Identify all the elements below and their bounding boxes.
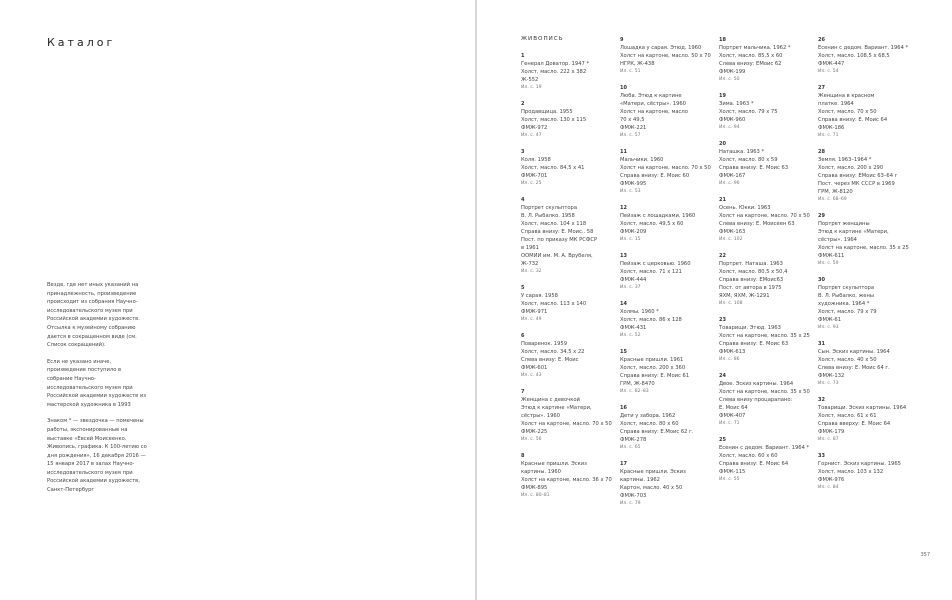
catalog-column-2 (620, 36, 712, 516)
entry-line: Портрет. Наташа. 1963 (719, 261, 783, 267)
entry-number: 18 (719, 37, 726, 43)
entry-line: ФМЖ-703 (620, 493, 647, 499)
entry-illustration-ref: Ил. с. 84 (818, 485, 839, 490)
entry-illustration-ref: Ил. с. 102 (719, 237, 743, 242)
entry-line: ФМЖ-995 (620, 181, 647, 187)
entry-number: 3 (521, 149, 525, 155)
entry-number: 12 (620, 205, 627, 211)
entry-line: Справа внизу: Е. Моис 60 (620, 173, 690, 179)
entry-illustration-ref: Ил. с. 47 (521, 133, 542, 138)
entry-line: Холст на картоне, масло. 36 х 70 (521, 477, 612, 483)
entry-line: Женщина с девочкой (521, 397, 580, 403)
entry-line: Портрет скульптора (818, 285, 875, 291)
entry-number: 25 (719, 437, 726, 443)
entry-number: 33 (818, 453, 825, 459)
entry-line: ФМЖ-209 (620, 229, 647, 235)
entry-line: Холст, масло. 40 х 50 (818, 357, 877, 363)
entry-line: Справа внизу: Е. Моис 64 (818, 117, 888, 123)
catalog-title: Каталог (47, 36, 116, 49)
page-number: 357 (920, 552, 930, 558)
entry-line: ФМЖ-61 (818, 317, 842, 323)
entry-number: 29 (818, 213, 825, 219)
entry-line: Холст на картоне, масло. 35 х 25 (719, 333, 810, 339)
entry-line: ФМЖ-167 (719, 173, 746, 179)
entry-line: Коля. 1958 (521, 157, 551, 163)
entry-line: Портрет мальчика. 1962 * (719, 45, 791, 51)
entry-illustration-ref: Ил. с. 82–83 (620, 389, 649, 394)
entry-illustration-ref: Ил. с. 19 (521, 85, 542, 90)
entry-number: 19 (719, 93, 726, 99)
catalog-entry (620, 300, 712, 340)
entry-line: Слева внизу процарапано: (719, 397, 793, 403)
entry-illustration-ref: Ил. с. 93 (818, 325, 839, 330)
entry-line: Товарищи. Этюд. 1963 (719, 325, 781, 331)
entry-line: сёстры». 1964 (818, 237, 857, 243)
entry-line: ГРМ, Ж-8470 (620, 381, 655, 387)
entry-illustration-ref: Ил. с. 80–81 (521, 493, 550, 498)
section-heading: ЖИВОПИСЬ (521, 36, 564, 42)
entry-number: 23 (719, 317, 726, 323)
catalog-entry (818, 212, 910, 268)
catalog-column-4 (818, 36, 910, 500)
entry-line: Холст, масло. 60 х 60 (719, 453, 778, 459)
entry-line: Холст, масло. 49,5 х 60 (620, 221, 684, 227)
entry-line: Горнист. Эскиз картины. 1965 (818, 461, 901, 467)
entry-line: Холст, масло. 108,5 х 68,5 (818, 53, 890, 59)
catalog-entry (521, 388, 613, 444)
catalog-entry (620, 460, 712, 508)
entry-illustration-ref: Ил. с. 79 (620, 501, 641, 506)
entry-illustration-ref: Ил. с. 56 (521, 437, 542, 442)
entry-illustration-ref: Ил. с. 25 (521, 181, 542, 186)
entry-line: Слева внизу: Е. Моис 64 г. (818, 365, 890, 371)
catalog-entry (719, 252, 811, 308)
entry-line: Красные пришли. 1961 (620, 357, 684, 363)
entry-number: 1 (521, 53, 525, 59)
entry-number: 2 (521, 101, 525, 107)
entry-line: Холст на картоне, масло (620, 109, 688, 115)
entry-line: ФМЖ-447 (818, 61, 845, 67)
entry-line: Красные пришли. Эскиз (620, 469, 686, 475)
entry-line: Холст, масло. 200 х 360 (620, 365, 686, 371)
entry-line: Справа внизу: Е. Моис.. 58 (521, 229, 594, 235)
entry-line: Холст, масло. 85,5 х 60 (719, 53, 783, 59)
note-paragraph: Везде, где нет иных указаний на принадлежность, произведение происходит из собрания Научно-исследовательского музея при Российской академии художеств. Отсылка к музейному собранию дается в сокращенном виде (см. Список сокращений). (47, 282, 140, 349)
entry-line: НГРК, Ж-438 (620, 61, 655, 67)
entry-line: ФМЖ-611 (818, 253, 845, 259)
entry-number: 6 (521, 333, 525, 339)
entry-line: ФМЖ-186 (818, 125, 845, 131)
entry-line: Слева внизу: Е. Моисеен 63 (719, 221, 795, 227)
entry-line: Справа вверху: Е. Моис 64 (818, 421, 891, 427)
entry-line: ФМЖ-132 (818, 373, 845, 379)
entry-line: Ж-552 (521, 77, 539, 83)
catalog-entry (818, 340, 910, 388)
entry-illustration-ref: Ил. с. 71 (818, 133, 839, 138)
entry-line: Справа внизу: Е. Моис 63 (719, 165, 789, 171)
entry-line: ФМЖ-972 (521, 125, 548, 131)
entry-line: Е. Моис 64 (719, 405, 748, 411)
entry-number: 21 (719, 197, 726, 203)
entry-line: ФМЖ-444 (620, 277, 647, 283)
entry-illustration-ref: Ил. с. 49 (521, 317, 542, 322)
catalog-entry (521, 452, 613, 500)
entry-line: Пост. через МК СССР в 1969 (818, 181, 895, 187)
entry-line: Холст, масло. 222 х 382 (521, 69, 587, 75)
entry-number: 7 (521, 389, 525, 395)
entry-number: 13 (620, 253, 627, 259)
entry-illustration-ref: Ил. с. 54 (818, 69, 839, 74)
entry-number: 17 (620, 461, 627, 467)
entry-line: в 1961 (521, 245, 539, 251)
entry-illustration-ref: Ил. с. 65 (620, 445, 641, 450)
catalog-entry (620, 36, 712, 76)
catalog-column-3 (719, 36, 811, 492)
entry-line: платке. 1964 (818, 101, 854, 107)
entry-line: В. Л. Рыбалко, жены (818, 293, 874, 299)
entry-illustration-ref: Ил. с. 68–69 (818, 197, 847, 202)
entry-line: Товарищи. Эскиз картины. 1964 (818, 405, 907, 411)
entry-line: Слева внизу: ЕМоис 62 (719, 61, 782, 67)
entry-line: Есенин с дедом. Вариант. 1964 * (818, 45, 909, 51)
entry-number: 16 (620, 405, 627, 411)
catalog-notes (47, 281, 147, 503)
entry-line: Холст, масло. 79 х 79 (818, 309, 877, 315)
entry-illustration-ref: Ил. с. 37 (620, 285, 641, 290)
entry-number: 15 (620, 349, 627, 355)
catalog-entry (620, 148, 712, 196)
entry-line: Поваренок. 1959 (521, 341, 567, 347)
entry-line: картины. 1960 (521, 469, 561, 475)
entry-line: Справа внизу: Е. Моис 61 (620, 373, 690, 379)
entry-line: ФМЖ-179 (818, 429, 845, 435)
entry-line: ФМЖ-115 (719, 469, 746, 475)
entry-line: Холст, масло. 103 х 132 (818, 469, 884, 475)
entry-illustration-ref: Ил. с. 71 (719, 421, 740, 426)
entry-illustration-ref: Ил. с. 51 (620, 69, 641, 74)
entry-line: Холст, масло. 130 х 115 (521, 117, 587, 123)
entry-line: Мальчики. 1960 (620, 157, 664, 163)
entry-line: Холст на картоне, масло. 70 х 50 (719, 213, 810, 219)
entry-number: 31 (818, 341, 825, 347)
catalog-entry (521, 52, 613, 92)
entry-line: Лошадка у сарая. Этюд. 1960 (620, 45, 702, 51)
entry-line: Холст, масло. 80 х 59 (719, 157, 778, 163)
entry-line: ФМЖ-163 (719, 229, 746, 235)
entry-line: Холст, масло. 80,5 х 50,4 (719, 269, 788, 275)
entry-line: Холст на картоне, масло. 50 х 70 (620, 53, 711, 59)
entry-line: ФМЖ-199 (719, 69, 746, 75)
catalog-entry (620, 204, 712, 244)
entry-line: Справа внизу: ЕМоис63 (719, 277, 784, 283)
entry-illustration-ref: Ил. с. 52 (620, 333, 641, 338)
entry-line: ФМЖ-221 (620, 125, 647, 131)
entry-number: 26 (818, 37, 825, 43)
entry-number: 24 (719, 373, 726, 379)
entry-line: Пост. по приказу МК РСФСР (521, 237, 598, 243)
entry-line: Этюд к картине «Матери, (818, 229, 889, 235)
entry-line: ФМЖ-895 (521, 485, 548, 491)
entry-line: ФМЖ-976 (818, 477, 845, 483)
entry-line: сёстры». 1960 (521, 413, 560, 419)
entry-line: Холст на картоне, масло. 70 х 50 (620, 165, 711, 171)
catalog-entry (818, 148, 910, 204)
entry-line: Дети у забора. 1962 (620, 413, 676, 419)
catalog-entry (521, 332, 613, 380)
entry-line: Осень. Юкки. 1963 (719, 205, 771, 211)
entry-line: Портрет женщины (818, 221, 870, 227)
entry-line: Холст на картоне, масло. 35 х 25 (818, 245, 909, 251)
entry-line: Холст на картоне, масло. 35 х 50 (719, 389, 810, 395)
entry-illustration-ref: Ил. с. 108 (719, 301, 743, 306)
entry-number: 9 (620, 37, 624, 43)
entry-number: 10 (620, 85, 627, 91)
entry-line: картины. 1962 (620, 477, 660, 483)
entry-line: Холст, масло. 71 х 121 (620, 269, 682, 275)
entry-number: 14 (620, 301, 627, 307)
entry-illustration-ref: Ил. с. 86 (719, 357, 740, 362)
entry-line: ФМЖ-613 (719, 349, 746, 355)
entry-line: Холст на картоне, масло. 70 х 50 (521, 421, 612, 427)
entry-line: Холст, масло. 34,5 х 22 (521, 349, 585, 355)
entry-number: 4 (521, 197, 525, 203)
left-page (0, 0, 475, 600)
entry-line: Портрет скульптора (521, 205, 578, 211)
catalog-entry (818, 396, 910, 444)
entry-line: Справа внизу: ЕМоис 63–64 г (818, 173, 898, 179)
entry-line: ФМЖ-225 (521, 429, 548, 435)
entry-number: 32 (818, 397, 825, 403)
entry-line: Холст, масло. 113 х 140 (521, 301, 587, 307)
note-paragraph: Знаком * — звездочка — помечены работы, экспонированные на выставке «Евсей Моисеенко. Живопись, графика. К 100-летию со дня рождения», 16 декабря 2016 — 15 января 2017 в залах Научно-исследовательского музея при Российской академии художеств, Санкт-Петербург (47, 418, 147, 494)
entry-line: Наташка. 1963 * (719, 149, 765, 155)
entry-line: Земля. 1963–1964 * (818, 157, 872, 163)
entry-line: ФМЖ-960 (719, 117, 746, 123)
catalog-entry (521, 284, 613, 324)
catalog-entry (521, 196, 613, 276)
entry-line: Холст, масло. 86 х 128 (620, 317, 682, 323)
entry-line: Холст, масло. 70 х 50 (818, 109, 877, 115)
entry-line: Холст, масло. 80 х 60 (620, 421, 679, 427)
catalog-entry (620, 252, 712, 292)
catalog-column-1 (521, 52, 613, 508)
entry-number: 8 (521, 453, 525, 459)
catalog-entry (818, 84, 910, 140)
entry-line: ФМЖ-278 (620, 437, 647, 443)
entry-line: Слева внизу: Е. Моис (521, 357, 579, 363)
catalog-entry (620, 84, 712, 140)
entry-illustration-ref: Ил. с. 57 (620, 133, 641, 138)
entry-line: ФМЖ-601 (521, 365, 548, 371)
entry-line: художника. 1964 * (818, 301, 870, 307)
entry-line: Холст, масло. 84,5 х 41 (521, 165, 585, 171)
entry-line: ФМЖ-431 (620, 325, 647, 331)
entry-illustration-ref: Ил. с. 87 (818, 437, 839, 442)
catalog-entry (719, 36, 811, 84)
entry-line: Красные пришли. Эскиз (521, 461, 587, 467)
entry-number: 11 (620, 149, 627, 155)
entry-line: Картон, масло. 40 х 50 (620, 485, 683, 491)
catalog-entry (719, 92, 811, 132)
entry-line: ООМИИ им. М. А. Врубеля, (521, 253, 593, 259)
catalog-entry (719, 316, 811, 364)
catalog-entry (818, 452, 910, 492)
entry-illustration-ref: Ил. с. 94 (719, 125, 740, 130)
entry-number: 20 (719, 141, 726, 147)
entry-line: Люба. Этюд к картине (620, 93, 682, 99)
entry-line: ЯХМ, ЯХМ, Ж-1291 (719, 293, 770, 299)
entry-number: 30 (818, 277, 825, 283)
entry-illustration-ref: Ил. с. 53 (620, 189, 641, 194)
entry-line: Холст, масло. 79 х 75 (719, 109, 778, 115)
entry-line: ФМЖ-701 (521, 173, 548, 179)
catalog-entry (719, 196, 811, 244)
entry-line: Холст, масло. 61 х 61 (818, 413, 877, 419)
entry-line: ФМЖ-971 (521, 309, 548, 315)
entry-line: Пост. от автора в 1975 (719, 285, 782, 291)
entry-line: Сын. Эскиз картины. 1964 (818, 349, 890, 355)
entry-line: Справа внизу: Е. Моис 63 (719, 341, 789, 347)
entry-line: Холст, масло. 104 х 118 (521, 221, 587, 227)
entry-number: 28 (818, 149, 825, 155)
entry-illustration-ref: Ил. с. 15 (620, 237, 641, 242)
entry-line: Этюд к картине «Матери, (521, 405, 592, 411)
entry-line: Пейзаж с лошадками. 1960 (620, 213, 696, 219)
catalog-entry (818, 276, 910, 332)
note-paragraph: Если не указано иначе, произведение поступило в собрание Научно-исследовательского музея при Российской академии художеств из мастерской художника в 1993 (47, 358, 146, 408)
entry-number: 27 (818, 85, 825, 91)
catalog-entry (818, 36, 910, 76)
entry-line: Двое. Эскиз картины. 1964 (719, 381, 794, 387)
entry-illustration-ref: Ил. с. 59 (818, 261, 839, 266)
entry-line: Женщина в красном (818, 93, 875, 99)
entry-line: Зима. 1963 * (719, 101, 754, 107)
catalog-entry (719, 140, 811, 188)
right-page (477, 0, 952, 600)
catalog-entry (620, 404, 712, 452)
catalog-entry (719, 372, 811, 428)
entry-line: Справа внизу: Е. Моис 64 (719, 461, 789, 467)
entry-line: В. Л. Рыбалко. 1958 (521, 213, 575, 219)
entry-line: Холст, масло. 200 х 290 (818, 165, 884, 171)
entry-illustration-ref: Ил. с. 73 (818, 381, 839, 386)
entry-illustration-ref: Ил. с. 96 (719, 181, 740, 186)
entry-number: 5 (521, 285, 525, 291)
entry-line: Есенин с дедом. Вариант. 1964 * (719, 445, 810, 451)
entry-line: ФМЖ-407 (719, 413, 746, 419)
entry-line: Продавщица. 1955 (521, 109, 573, 115)
entry-line: Справа внизу: Е.Моис 62 г. (620, 429, 694, 435)
entry-line: Ж-732 (521, 261, 539, 267)
entry-illustration-ref: Ил. с. 50 (719, 77, 740, 82)
catalog-entry (521, 148, 613, 188)
catalog-entry (620, 348, 712, 396)
entry-illustration-ref: Ил. с. 43 (521, 373, 542, 378)
entry-line: ГРМ, Ж-8120 (818, 189, 853, 195)
entry-number: 22 (719, 253, 726, 259)
catalog-entry (719, 436, 811, 484)
entry-line: Генерал Доватор. 1947 * (521, 61, 590, 67)
entry-illustration-ref: Ил. с. 32 (521, 269, 542, 274)
entry-line: Пейзаж с церковью. 1960 (620, 261, 691, 267)
catalog-entry (521, 100, 613, 140)
entry-line: Холмы. 1960 * (620, 309, 659, 315)
entry-illustration-ref: Ил. с. 55 (719, 477, 740, 482)
entry-line: 70 х 49,5 (620, 117, 645, 123)
entry-line: «Матери, сёстры». 1960 (620, 101, 686, 107)
entry-line: У сарая. 1958 (521, 293, 558, 299)
